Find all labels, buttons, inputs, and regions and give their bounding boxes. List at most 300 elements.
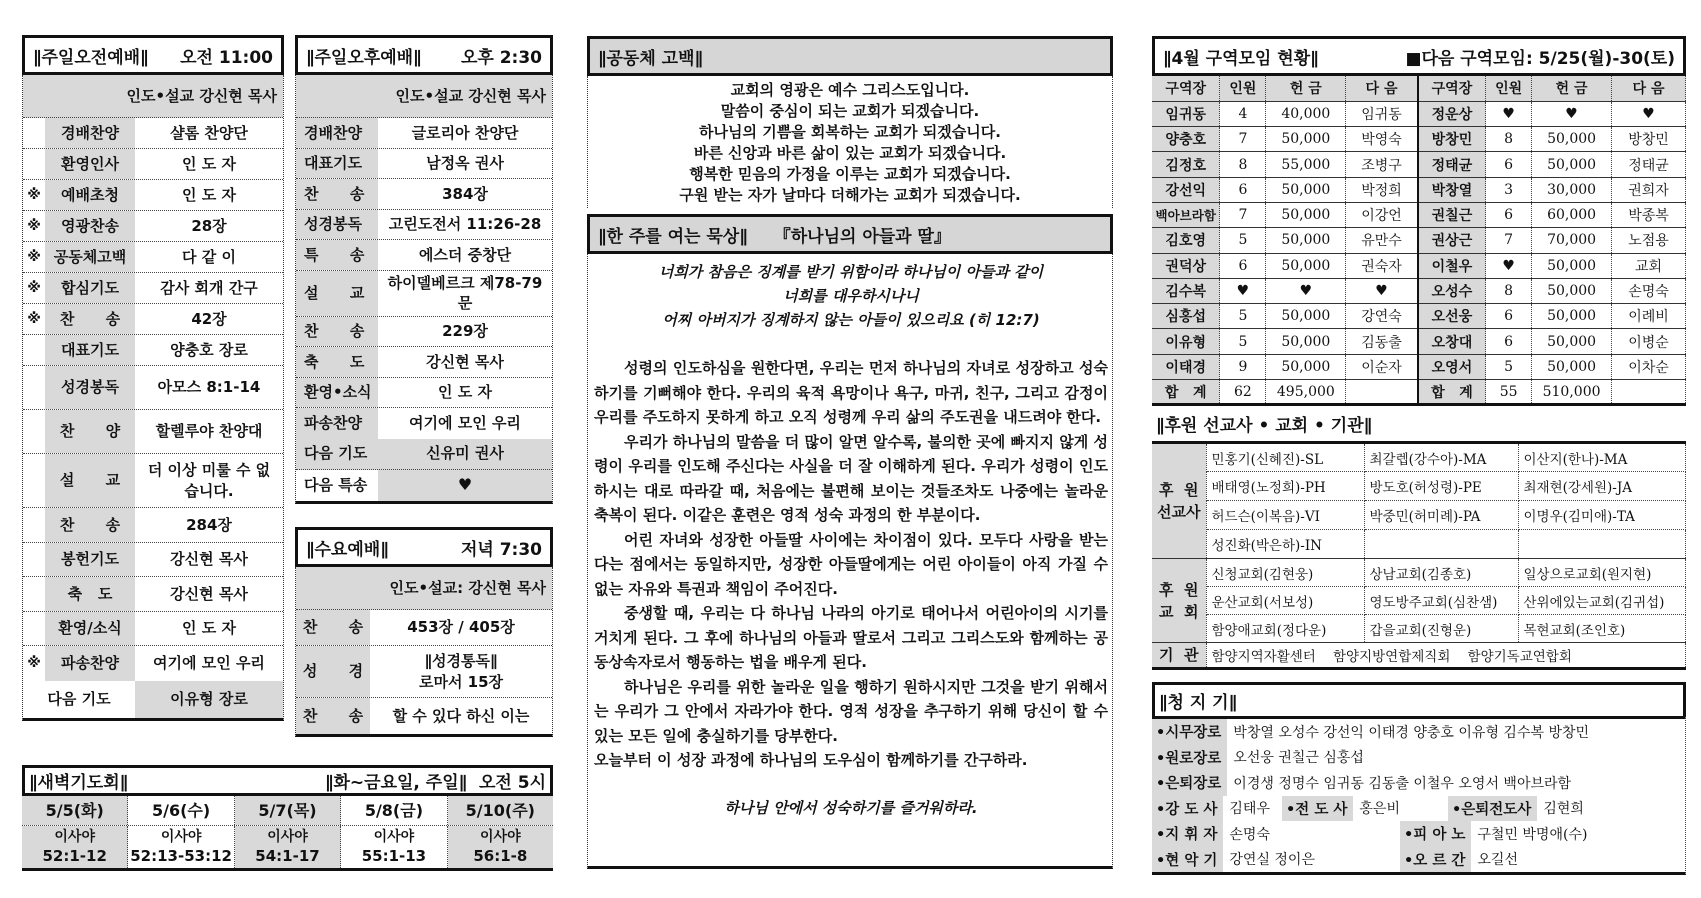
order-row <box>23 508 283 543</box>
support-entry: 민홍기(신혜진)-SL <box>1206 443 1364 472</box>
order-value: 샬롬 찬양단 <box>170 123 248 142</box>
leader-name: 심홍섭 <box>1152 304 1220 329</box>
next-prayer-value: 이유형 장로 <box>135 681 283 718</box>
attendance: 6 <box>1486 329 1532 354</box>
support-row <box>1152 501 1686 530</box>
support-title: ∥후원 선교사 • 교회 • 기관∥ <box>1156 415 1373 436</box>
dawn-date: 5/7(목) <box>235 796 341 825</box>
next-host: 김동출 <box>1346 329 1418 354</box>
support-entry: 함양애교회(정다운) <box>1206 615 1364 643</box>
leader-name: 정운상 <box>1418 101 1486 126</box>
meditation-verse <box>594 260 1108 332</box>
order-value: 남정옥 권사 <box>426 154 504 173</box>
order-row <box>23 335 283 366</box>
dawn-date: 5/8(금) <box>341 796 447 825</box>
order-label: 성경봉독 <box>296 210 378 240</box>
sunday-pm-title: ∥주일오후예배∥ <box>306 47 422 68</box>
attendance: 4 <box>1220 101 1266 126</box>
offering: 50,000 <box>1266 228 1346 253</box>
meditation-closing-motto: 하나님 안에서 성숙하기를 즐거워하라. <box>724 798 978 817</box>
officer-names: 이경생 정명수 임귀동 김동출 이철우 오영서 백아브라함 <box>1233 775 1572 792</box>
leader-name: 방창민 <box>1418 127 1486 152</box>
column-header: 다 음 <box>1346 76 1418 101</box>
leader-name: 양충호 <box>1152 127 1220 152</box>
sunday-pm-order <box>295 75 553 504</box>
confession-line: 바른 신앙과 바른 삶이 있는 교회가 되겠습니다. <box>693 144 1007 162</box>
offering: 50,000 <box>1532 354 1612 379</box>
order-value: 284장 <box>186 515 232 534</box>
order-label: 찬 송 <box>45 304 135 334</box>
district-row <box>1152 202 1686 227</box>
next-host: 정태균 <box>1612 152 1686 177</box>
offering: 70,000 <box>1532 228 1612 253</box>
support-row <box>1152 530 1686 559</box>
order-row <box>296 149 552 180</box>
meditation-paragraph: 우리가 하나님의 말씀을 더 많이 알면 알수록, 불의한 곳에 빠지지 않게 성령이 우리를 인도해 주신다는 사실을 더 잘 이해하게 된다. 우리가 성령이 인도하시는 대로 따라갈 때, 처음에는 불편해 보이는 것들조차도 나중에는 놀라운 축복이 된다. 이같은 훈련은 영적 성숙 과정의 한 부분이다. <box>594 432 1108 524</box>
support-entry: 일상으로교회(원지현) <box>1518 559 1686 587</box>
district-row <box>1152 228 1686 253</box>
offering: 50,000 <box>1532 304 1612 329</box>
org-list: 함양지역자활센터 함양지방연합제직회 함양기독교연합회 <box>1206 643 1686 669</box>
district-row <box>1152 127 1686 152</box>
meditation-paragraph: 중생할 때, 우리는 다 하나님 나라의 아기로 태어나서 어린아이의 시기를 거치게 된다. 그 후에 하나님의 아들과 딸로서 그리고 그리스도와 함께하는 공동상속자로서 행동하는 법을 배우게 된다. <box>594 604 1108 671</box>
dawn-ref: 52:13-53:12 <box>130 847 232 865</box>
support-entry: 최재현(강세원)-JA <box>1518 472 1686 501</box>
meditation-paragraph: 어린 자녀와 성장한 아들딸 사이에는 차이점이 있다. 모두다 사랑을 받는다는 점에서는 동일하지만, 성장한 아들딸에게는 어린 아이들이 아직 가질 수 없는 자유와 특권과 책임이 주어진다. <box>594 530 1108 598</box>
attendance: 7 <box>1220 127 1266 152</box>
standing-mark <box>23 149 45 179</box>
support-row <box>1152 587 1686 615</box>
order-value: 여기에 모인 우리 <box>409 414 521 433</box>
order-label: 공동체고백 <box>45 242 135 272</box>
meditation-body <box>587 254 1113 869</box>
heart-icon: ♥ <box>1486 101 1532 126</box>
leader-name: 박창열 <box>1418 177 1486 202</box>
heart-icon: ♥ <box>1486 253 1532 278</box>
dawn-book: 이사야 <box>54 829 95 845</box>
support-entry: 신청교회(김현웅) <box>1206 559 1364 587</box>
order-row <box>296 271 552 317</box>
next-host: 노점용 <box>1612 228 1686 253</box>
total-attendance: 55 <box>1486 380 1532 405</box>
confession-line: 행복한 믿음의 가정을 이루는 교회가 되겠습니다. <box>689 165 1011 183</box>
offering: 50,000 <box>1532 127 1612 152</box>
confession-body <box>587 76 1113 208</box>
order-value: 글로리아 찬양단 <box>411 123 519 142</box>
officers-title: ∥청 지 기∥ <box>1152 682 1686 716</box>
offering: 50,000 <box>1266 354 1346 379</box>
dawn-prayer-header <box>22 765 553 796</box>
order-label: 찬 양 <box>45 410 135 453</box>
category-line: 후 원 <box>1159 481 1199 499</box>
total-offering: 510,000 <box>1532 380 1612 405</box>
column-header: 헌 금 <box>1266 76 1346 101</box>
pm-next-prayer-label: 다음 기도 <box>304 444 368 463</box>
order-value: 강신현 목사 <box>426 352 504 371</box>
order-row <box>23 612 283 647</box>
order-label: 환영인사 <box>45 149 135 179</box>
officer-group <box>1448 796 1590 822</box>
district-total-row <box>1152 380 1686 405</box>
next-host: 이차순 <box>1612 354 1686 379</box>
offering: 50,000 <box>1266 127 1346 152</box>
support-row <box>1152 472 1686 501</box>
wednesday-title: ∥수요예배∥ <box>306 539 389 560</box>
next-host: 이순자 <box>1346 354 1418 379</box>
next-host: 손명숙 <box>1612 278 1686 303</box>
district-next-meeting: ■다음 구역모임: 5/25(월)-30(토) <box>1405 48 1675 69</box>
standing-mark: ※ <box>27 279 41 296</box>
order-label: 축 도 <box>296 347 378 377</box>
support-entry: 상남교회(김종호) <box>1364 559 1518 587</box>
dawn-date: 5/6(수) <box>128 796 234 825</box>
next-host: 조병구 <box>1346 152 1418 177</box>
order-value: 강신현 목사 <box>170 550 248 569</box>
officer-role: •시무장로 <box>1152 719 1227 745</box>
order-row <box>23 366 283 410</box>
offering: 50,000 <box>1266 202 1346 227</box>
order-row <box>296 378 552 409</box>
total-label: 합 계 <box>1152 380 1220 405</box>
officer-row <box>1152 847 1685 873</box>
officer-names: 홍은비 <box>1359 801 1400 818</box>
wed-song-label: 찬 송 <box>296 698 370 734</box>
support-org-row <box>1152 643 1686 669</box>
officer-row <box>1152 796 1685 822</box>
leader-name: 이철우 <box>1418 253 1486 278</box>
heart-icon: ♥ <box>1266 278 1346 303</box>
dawn-date: 5/10(주) <box>448 796 553 825</box>
officer-group <box>1152 847 1321 873</box>
officer-role: •지 휘 자 <box>1152 821 1223 847</box>
officer-group <box>1152 796 1276 822</box>
officer-names: 구철민 박명애(수) <box>1477 826 1588 843</box>
officer-row <box>1152 719 1685 745</box>
heart-icon: ♥ <box>1612 101 1686 126</box>
offering: 30,000 <box>1532 177 1612 202</box>
leader-name: 오성수 <box>1418 278 1486 303</box>
wednesday-leader: 인도•설교: 강신현 목사 <box>389 578 546 597</box>
standing-mark: ※ <box>27 654 41 671</box>
sunday-am-time: 오전 11:00 <box>180 47 273 68</box>
order-row <box>23 577 283 612</box>
offering: 50,000 <box>1532 278 1612 303</box>
support-row <box>1152 559 1686 587</box>
attendance: 5 <box>1486 354 1532 379</box>
heart-icon: ♥ <box>1532 101 1612 126</box>
dawn-prayer-schedule: ∥화~금요일, 주일∥ 오전 5시 <box>324 773 546 793</box>
attendance: 9 <box>1220 354 1266 379</box>
district-row <box>1152 253 1686 278</box>
district-row <box>1152 354 1686 379</box>
column-header: 다 음 <box>1612 76 1686 101</box>
next-host: 교회 <box>1612 253 1686 278</box>
attendance: 8 <box>1486 127 1532 152</box>
column-header: 구역장 <box>1418 76 1486 101</box>
standing-mark: ※ <box>27 186 41 203</box>
leader-name: 정태균 <box>1418 152 1486 177</box>
meditation-closing-line: 오늘부터 이 성장 과정에 하나님의 도우심이 함께하기를 간구하라. <box>594 751 1028 769</box>
wednesday-section <box>295 527 553 737</box>
officer-row <box>1152 821 1685 847</box>
order-row <box>23 149 283 180</box>
order-label: 예배초청 <box>45 180 135 210</box>
support-entry: 영도방주교회(심찬샘) <box>1364 587 1518 615</box>
order-label: 설 교 <box>45 454 135 507</box>
officer-role: •오 르 간 <box>1400 847 1471 873</box>
support-entry: 배태영(노정희)-PH <box>1206 472 1364 501</box>
attendance: 6 <box>1220 253 1266 278</box>
dawn-reading <box>235 826 341 868</box>
officer-names: 박창열 오성수 강선익 이태경 양충호 이유형 김수복 방창민 <box>1233 724 1590 741</box>
standing-mark <box>23 543 45 577</box>
sunday-am-title: ∥주일오전예배∥ <box>33 47 149 68</box>
attendance: 6 <box>1486 304 1532 329</box>
pm-next-prayer-value: 신유미 권사 <box>426 444 504 463</box>
order-value: 고린도전서 11:26-28 <box>388 215 542 234</box>
standing-mark: ※ <box>27 310 41 327</box>
order-row <box>296 118 552 149</box>
district-row <box>1152 304 1686 329</box>
order-label: 환영•소식 <box>296 378 378 408</box>
officer-names: 김현희 <box>1543 801 1584 818</box>
heart-icon: ♥ <box>378 470 552 501</box>
officer-row <box>1152 745 1685 771</box>
attendance: 8 <box>1220 152 1266 177</box>
officer-role: •은퇴장로 <box>1152 770 1227 796</box>
next-host: 권희자 <box>1612 177 1686 202</box>
sunday-am-order <box>22 75 284 721</box>
wed-hymn-value: 453장 / 405장 <box>407 618 515 637</box>
order-label: 특 송 <box>296 240 378 270</box>
meditation-header <box>587 214 1113 254</box>
offering: 55,000 <box>1266 152 1346 177</box>
meditation-paragraph: 성령의 인도하심을 원한다면, 우리는 먼저 하나님의 자녀로 성장하고 성숙하기를 기뻐해야 한다. 우리의 육적 욕망이나 욕구, 마귀, 친구, 그리고 감정이 우리를 주도하지 못하게 하고 오직 성령께 우리 삶의 주도권을 내드려야 한다. <box>594 359 1108 426</box>
leader-name: 강선익 <box>1152 177 1220 202</box>
dawn-ref: 54:1-17 <box>255 847 320 865</box>
officer-role: •원로장로 <box>1152 745 1227 771</box>
officer-group <box>1152 719 1595 745</box>
attendance: 3 <box>1486 177 1532 202</box>
sunday-pm-header <box>295 35 553 75</box>
order-label: 봉헌기도 <box>45 543 135 577</box>
standing-mark <box>23 335 45 365</box>
dawn-reading <box>128 826 234 868</box>
dawn-ref: 56:1-8 <box>473 847 528 865</box>
support-row <box>1152 443 1686 472</box>
confession-line: 교회의 영광은 예수 그리스도입니다. <box>730 81 970 99</box>
support-entry: 이명우(김미애)-TA <box>1518 501 1686 530</box>
order-row <box>23 211 283 242</box>
dawn-date: 5/5(화) <box>22 796 128 825</box>
next-host: 이강언 <box>1346 202 1418 227</box>
dawn-book: 이사야 <box>267 829 308 845</box>
officer-group <box>1400 847 1524 873</box>
dawn-ref: 55:1-13 <box>361 847 427 865</box>
attendance: 6 <box>1220 177 1266 202</box>
order-label: 성경봉독 <box>45 366 135 409</box>
officer-role: •현 악 기 <box>1152 847 1223 873</box>
support-entry <box>1518 530 1686 559</box>
total-empty <box>1346 380 1418 405</box>
standing-mark <box>23 118 45 148</box>
next-special-label: 다음 특송 <box>304 475 368 494</box>
order-row <box>23 118 283 149</box>
order-value: 아모스 8:1-14 <box>157 378 261 397</box>
support-category <box>1152 559 1206 643</box>
standing-mark <box>23 508 45 542</box>
category-line: 후 원 <box>1159 580 1199 599</box>
support-entry: 방도호(허성령)-PE <box>1364 472 1518 501</box>
next-host: 이병순 <box>1612 329 1686 354</box>
order-label: 찬 송 <box>296 317 378 347</box>
order-label: 대표기도 <box>296 149 378 179</box>
order-label: 경배찬양 <box>45 118 135 148</box>
meditation-title: ∥한 주를 여는 묵상∥ <box>598 226 748 247</box>
leader-name: 이태경 <box>1152 354 1220 379</box>
total-empty <box>1612 380 1686 405</box>
standing-mark <box>23 612 45 646</box>
district-header-row <box>1152 76 1686 101</box>
offering: 50,000 <box>1532 329 1612 354</box>
dawn-book: 이사야 <box>373 829 415 845</box>
order-value: 하이델베르크 제78-79문 <box>387 273 543 312</box>
support-entry: 산위에있는교회(김귀섭) <box>1518 587 1686 615</box>
offering: 50,000 <box>1532 152 1612 177</box>
verse-line: 너희를 대우하시나니 <box>783 287 919 305</box>
offering: 60,000 <box>1532 202 1612 227</box>
support-entry <box>1364 530 1518 559</box>
officer-group <box>1282 796 1406 822</box>
standing-mark: ※ <box>27 217 41 234</box>
next-host: 유만수 <box>1346 228 1418 253</box>
dawn-reading <box>341 826 447 868</box>
attendance: 6 <box>1486 202 1532 227</box>
wed-bible-label: 성 경 <box>296 646 370 697</box>
offering: 50,000 <box>1266 304 1346 329</box>
district-row <box>1152 101 1686 126</box>
confession-line: 하나님의 기쁨을 회복하는 교회가 되겠습니다. <box>699 123 1001 141</box>
standing-mark <box>23 577 45 611</box>
order-value: 다 같 이 <box>182 247 236 266</box>
order-label: 합심기도 <box>45 273 135 303</box>
dawn-ref: 52:1-12 <box>42 847 107 865</box>
leader-name: 김수복 <box>1152 278 1220 303</box>
order-value: 에스더 중창단 <box>418 245 512 264</box>
order-value: 384장 <box>442 184 488 203</box>
next-host: 이례비 <box>1612 304 1686 329</box>
leader-name: 임귀동 <box>1152 101 1220 126</box>
sunday-pm-leader: 인도•설교 강신현 목사 <box>395 86 546 105</box>
standing-mark <box>23 366 45 409</box>
total-label: 합 계 <box>1418 380 1486 405</box>
leader-name: 권상근 <box>1418 228 1486 253</box>
dawn-reading <box>448 826 553 868</box>
meditation-paragraph: 하나님은 우리를 위한 놀라운 일을 행하기 원하시지만 그것을 받기 위해서는 우리가 그 안에서 자라가야 한다. 영적 성장을 추구하기 위해 당신이 할 수 있는 모든 일에 충실하기를 당부한다. <box>594 677 1108 745</box>
category-line: 선교사 <box>1157 503 1201 521</box>
district-section <box>1152 36 1686 406</box>
officer-role: •피 아 노 <box>1400 821 1471 847</box>
officers-list <box>1152 716 1686 875</box>
order-row <box>296 347 552 378</box>
support-row <box>1152 615 1686 643</box>
meditation-paragraphs <box>594 356 1108 748</box>
officer-group <box>1152 770 1577 796</box>
officer-group <box>1400 821 1593 847</box>
district-row <box>1152 152 1686 177</box>
sunday-am-section <box>22 35 284 721</box>
support-table <box>1152 441 1686 670</box>
wed-bible-heading: ∥성경통독∥ <box>424 652 498 671</box>
order-label: 축 도 <box>45 577 135 611</box>
officer-names: 강연실 정이은 <box>1229 852 1315 869</box>
officer-names: 오길선 <box>1477 852 1518 869</box>
support-category <box>1152 443 1206 559</box>
attendance: 5 <box>1220 304 1266 329</box>
order-label: 찬 송 <box>45 508 135 542</box>
order-label: 파송찬양 <box>296 408 378 439</box>
order-row <box>23 646 283 681</box>
order-value: 인 도 자 <box>438 383 492 402</box>
order-row <box>23 273 283 304</box>
officer-names: 손명숙 <box>1229 826 1270 843</box>
next-host: 임귀동 <box>1346 101 1418 126</box>
order-value: 여기에 모인 우리 <box>153 654 265 673</box>
attendance: 7 <box>1486 228 1532 253</box>
column-header: 구역장 <box>1152 76 1220 101</box>
confession-line: 구원 받는 자가 날마다 더해가는 교회가 되겠습니다. <box>679 186 1021 204</box>
dawn-reading <box>22 826 128 868</box>
support-entry: 갑을교회(진형운) <box>1364 615 1518 643</box>
order-row <box>296 210 552 241</box>
wed-hymn-label: 찬 송 <box>296 610 370 645</box>
dawn-book: 이사야 <box>160 829 202 845</box>
verse-line: 어찌 아버지가 징계하지 않는 아들이 있으리요 (히 12:7) <box>662 311 1040 329</box>
order-value: 강신현 목사 <box>170 584 248 603</box>
order-row <box>296 408 552 439</box>
district-row <box>1152 329 1686 354</box>
wed-song-value: 할 수 있다 하신 이는 <box>392 706 530 725</box>
leader-name: 권덕상 <box>1152 253 1220 278</box>
next-host: 박종복 <box>1612 202 1686 227</box>
confession-header <box>587 36 1113 76</box>
leader-name: 김정호 <box>1152 152 1220 177</box>
order-row <box>23 304 283 335</box>
attendance: 5 <box>1220 329 1266 354</box>
order-label: 대표기도 <box>45 335 135 365</box>
total-attendance: 62 <box>1220 380 1266 405</box>
dawn-prayer-table <box>22 796 553 871</box>
wed-bible-value: 로마서 15장 <box>418 672 504 691</box>
offering: 50,000 <box>1266 177 1346 202</box>
dawn-prayer-section <box>22 765 553 871</box>
dawn-book: 이사야 <box>480 829 521 845</box>
district-title: ∥4월 구역모임 현황∥ <box>1163 48 1319 69</box>
next-host: 강연숙 <box>1346 304 1418 329</box>
order-row <box>23 180 283 211</box>
order-value: 인 도 자 <box>182 185 236 204</box>
sunday-pm-section <box>295 35 553 504</box>
officer-group <box>1152 745 1370 771</box>
officer-names: 김태우 <box>1229 801 1270 818</box>
leader-name: 김호영 <box>1152 228 1220 253</box>
officer-role: •은퇴전도사 <box>1448 796 1537 822</box>
column-header: 인원 <box>1220 76 1266 101</box>
sunday-pm-time: 오후 2:30 <box>460 47 542 68</box>
order-label: 영광찬송 <box>45 211 135 241</box>
offering: 50,000 <box>1266 329 1346 354</box>
order-row <box>23 242 283 273</box>
